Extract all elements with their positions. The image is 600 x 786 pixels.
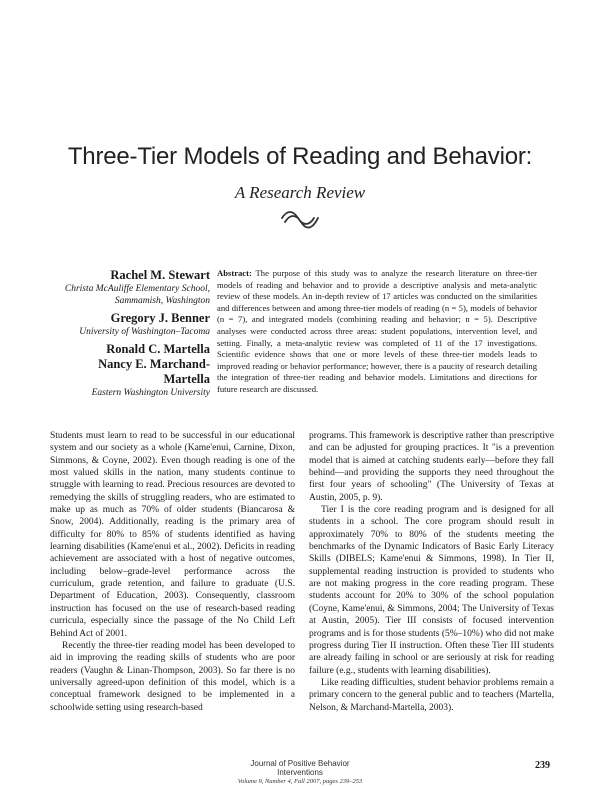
abstract-label: Abstract: <box>217 268 252 278</box>
body-paragraph: Like reading difficulties, student behavior problems remain a primary concern to the general public and to teachers (Martella, Nelson, & Marchand-Martella, 2003). <box>309 677 554 713</box>
ornament-icon <box>279 207 321 229</box>
author-affiliation: University of Washington–Tacoma <box>79 327 210 337</box>
article-subtitle: A Research Review <box>234 183 366 202</box>
journal-meta: Volume 9, Number 4, Fall 2007, pages 239–253 <box>237 778 363 785</box>
author-list <box>60 268 210 403</box>
author-affiliation: Christa McAuliffe Elementary School, Sammamish, Washington <box>64 284 210 306</box>
body-paragraph: Recently the three-tier reading model has been developed to aid in improving the reading skills of students who are poor readers (Vaughn & Linan-Thompson, 2003). So far there is no universally agreed-upon definition of this model, which is a conceptual framework designed to be implemented in a schoolwide setting using research-based <box>50 640 295 713</box>
abstract-text: The purpose of this study was to analyze the research literature on three-tier models of reading and behavior and to provide a descriptive analysis and meta-analytic review of these models. An in-depth review of 17 articles was conducted on the similarities and differences between and among three-tier models of reading (n = 5), models of behavior (n = 7), and integrated models (combining reading and behavior; n = 5). Descriptive analyses were conducted across three areas: student populations, intervention level, and setting. Finally, a meta-analytic review was completed of 11 of the 17 investigations. Scientific evidence shows that one or more levels of these three-tier models leads to improved reading or behavior performance; however, there is a paucity of research detailing the integration of three-tier reading and behavior models. Limitations and directions for future research are discussed. <box>217 268 537 394</box>
author-name: Ronald C. Martella <box>106 342 210 356</box>
body-paragraph: Students must learn to read to be successful in our educational system and our society as a whole (Kame'enui, Carnine, Dixon, Simmons, & Coyne, 2002). Even though reading is one of the most valued skills in the nation, many students continue to struggle with learning to read. Precious resources are devoted to remedying the skills of struggling readers, who are estimated to make up as much as 70% of older students (Biancarosa & Snow, 2004). Additionally, reading is the primary area of difficulty for 80% to 85% of students identified as having learning disabilities (Kame'enui et al., 2002). Deficits in reading achievement are associated with a host of negative outcomes, including below–grade-level performance across the curriculum, grade retention, and failure to graduate (U.S. Department of Education, 2003). Consequently, classroom instruction has focused on the use of research-based reading curricula, especially since the passage of the No Child Left Behind Act of 2001. <box>50 431 295 639</box>
journal-footer <box>230 759 370 786</box>
page-number: 239 <box>535 760 550 771</box>
body-column-left <box>50 430 295 714</box>
author-name: Gregory J. Benner <box>110 311 210 325</box>
abstract <box>217 268 537 396</box>
body-paragraph: programs. This framework is descriptive rather than prescriptive and can be adjusted for grouping practices. It "is a prevention model that is aimed at catching students early—before they fall behind—and providing the supports they need throughout the first four years of schooling" (The University of Texas at Austin, 2005, p. 9). <box>309 431 554 503</box>
journal-name: Journal of Positive Behavior Interventions <box>250 759 350 777</box>
article-title: Three-Tier Models of Reading and Behavior: <box>67 143 533 170</box>
author-affiliation: Eastern Washington University <box>91 388 210 398</box>
author-name: Nancy E. Marchand-Martella <box>98 357 210 386</box>
body-column-right <box>309 430 554 714</box>
author-name: Rachel M. Stewart <box>110 268 210 282</box>
body-paragraph: Tier I is the core reading program and is designed for all students in a school. The core program should result in approximately 70% to 80% of the students meeting the benchmarks of the Dynamic Indicators of Basic Early Literacy Skills (DIBELS; Kame'enui & Simmons, 1998). In Tier II, supplemental reading instruction is provided to students who are not making progress in the core reading program. These students account for 20% to 30% of the school population (Coyne, Kame'enui, & Simmons, 2004; The University of Texas at Austin, 2005). Tier III consists of focused intervention programs and is for those students (5%–10%) who did not make progress during Tier II instruction. Often these Tier III students are already failing in school or are seriously at risk for reading failure (e.g., students with learning disabilities). <box>309 505 554 676</box>
